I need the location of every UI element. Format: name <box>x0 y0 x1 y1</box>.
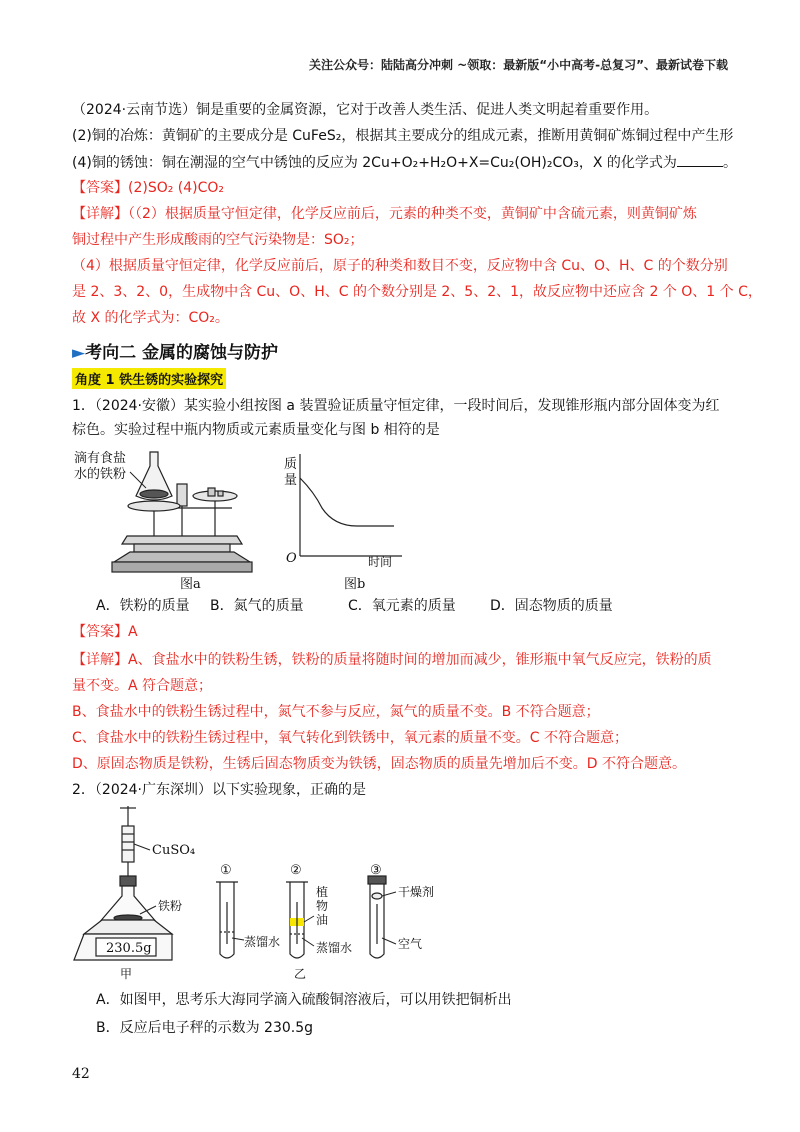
fig-a-label-1: 滴有食盐 <box>74 451 127 466</box>
tube-1-number: ① <box>220 863 232 878</box>
q1-detail-1: 【详解】A、食盐水中的铁粉生锈，铁粉的质量将随时间的增加而减少，锥形瓶中氧气反应完，铁粉的质 <box>72 652 712 668</box>
q1-option-b: B．氮气的质量 <box>210 598 304 614</box>
answer-blank <box>677 152 723 167</box>
fig-b-ylabel-1: 质 <box>284 457 298 472</box>
label-jia: 甲 <box>120 967 133 981</box>
tube-3-number: ③ <box>370 863 382 878</box>
q0-part2: (2)铜的冶炼：黄铜矿的主要成分是 CuFeS₂，根据其主要成分的组成元素，推断用黄铜矿炼铜过程中产生形 <box>72 128 734 144</box>
q1-stem-2: 棕色。实验过程中瓶内物质或元素质量变化与图 b 相符的是 <box>72 422 440 438</box>
q1-figures <box>72 444 412 594</box>
q0-detail-1: 【详解】（（2）根据质量守恒定律，化学反应前后，元素的种类不变，黄铜矿中含硫元素，则黄铜矿炼 <box>72 206 697 222</box>
fig-b-ylabel-2: 量 <box>284 473 298 488</box>
fig-b-origin: O <box>286 551 297 566</box>
label-distilled-water-2: 蒸馏水 <box>316 941 353 955</box>
q2-option-a: A．如图甲，思考乐大海同学滴入硫酸铜溶液后，可以用铁把铜析出 <box>96 992 512 1008</box>
q1-stem-1: 1．（2024·安徽）某实验小组按图 a 装置验证质量守恒定律，一段时间后，发现锥形瓶内部分固体变为红 <box>72 398 720 414</box>
scale-reading: 230.5g <box>106 941 152 956</box>
q1-option-a: A．铁粉的质量 <box>96 598 190 614</box>
fig-a-caption: 图a <box>180 577 201 592</box>
angle-label: 角度 1 铁生锈的实验探究 <box>72 368 226 389</box>
q0-detail-5: 故 X 的化学式为：CO₂。 <box>72 310 229 326</box>
section-heading <box>72 338 278 363</box>
q0-detail-2: 铜过程中产生形成酸雨的空气污染物是：SO₂； <box>72 232 364 248</box>
q2-figures <box>72 806 472 982</box>
q1-option-c: C．氧元素的质量 <box>348 598 456 614</box>
syringe-flask-scale <box>74 806 172 960</box>
q1-detail-5: D、原固态物质是铁粉，生锈后固态物质变为铁锈，固态物质的质量先增加后不变。D 不符合题意。 <box>72 756 687 772</box>
label-desiccant: 干燥剂 <box>398 885 435 899</box>
q1-detail-3: B、食盐水中的铁粉生锈过程中，氮气不参与反应，氮气的质量不变。B 不符合题意； <box>72 704 600 720</box>
label-oil-1: 植 <box>316 885 329 899</box>
label-yi: 乙 <box>294 967 307 981</box>
q0-part4-text: (4)铜的锈蚀：铜在潮湿的空气中锈蚀的反应为 2Cu+O₂+H₂O+X=Cu₂(OH)₂CO₃，X 的化学式为 <box>72 155 677 171</box>
label-iron-powder: 铁粉 <box>158 899 183 913</box>
label-distilled-water-1: 蒸馏水 <box>244 935 281 949</box>
label-oil-3: 油 <box>316 913 329 927</box>
label-air: 空气 <box>398 937 423 951</box>
mass-time-graph <box>300 454 402 556</box>
q1-answer: 【答案】A <box>72 624 138 640</box>
fig-a-label-2: 水的铁粉 <box>74 467 127 482</box>
test-tubes <box>216 876 386 958</box>
q1-options <box>96 596 613 616</box>
q2-stem: 2．（2024·广东深圳）以下实验现象，正确的是 <box>72 782 366 798</box>
q0-intro: （2024·云南节选）铜是重要的金属资源，它对于改善人类生活、促进人类文明起着重要作用。 <box>72 102 659 118</box>
q2-option-b: B．反应后电子秤的示数为 230.5g <box>96 1020 314 1036</box>
q0-detail-4: 是 2、3、2、0，生成物中含 Cu、O、H、C 的个数分别是 2、5、2、1，故反应物中还应含 2 个 O、1 个 C， <box>72 284 762 300</box>
page-header: 关注公众号：陆陆高分冲刺 ~领取：最新版“小中高考-总复习”、最新试卷下载 <box>309 58 728 72</box>
section-title: 考向二 金属的腐蚀与防护 <box>85 343 278 363</box>
q1-option-d: D．固态物质的质量 <box>490 598 613 614</box>
q0-part4-end: 。 <box>722 155 737 171</box>
label-cuso4: CuSO₄ <box>152 843 196 858</box>
fig-b-xlabel: 时间 <box>368 555 393 569</box>
q1-detail-4: C、食盐水中的铁粉生锈过程中，氧气转化到铁锈中，氧元素的质量不变。C 不符合题意； <box>72 730 628 746</box>
q0-part4 <box>72 152 737 173</box>
section-marker-icon: ► <box>72 343 86 363</box>
q0-answer: 【答案】(2)SO₂ (4)CO₂ <box>72 180 225 196</box>
tube-2-number: ② <box>290 863 302 878</box>
page-number: 42 <box>72 1066 90 1082</box>
label-oil-2: 物 <box>316 899 329 913</box>
q0-detail-3: （4）根据质量守恒定律，化学反应前后，原子的种类和数目不变，反应物中含 Cu、O、H、C 的个数分别 <box>72 258 728 274</box>
fig-b-caption: 图b <box>344 577 366 592</box>
q1-detail-2: 量不变。A 符合题意； <box>72 678 213 694</box>
balance-apparatus <box>112 452 252 572</box>
